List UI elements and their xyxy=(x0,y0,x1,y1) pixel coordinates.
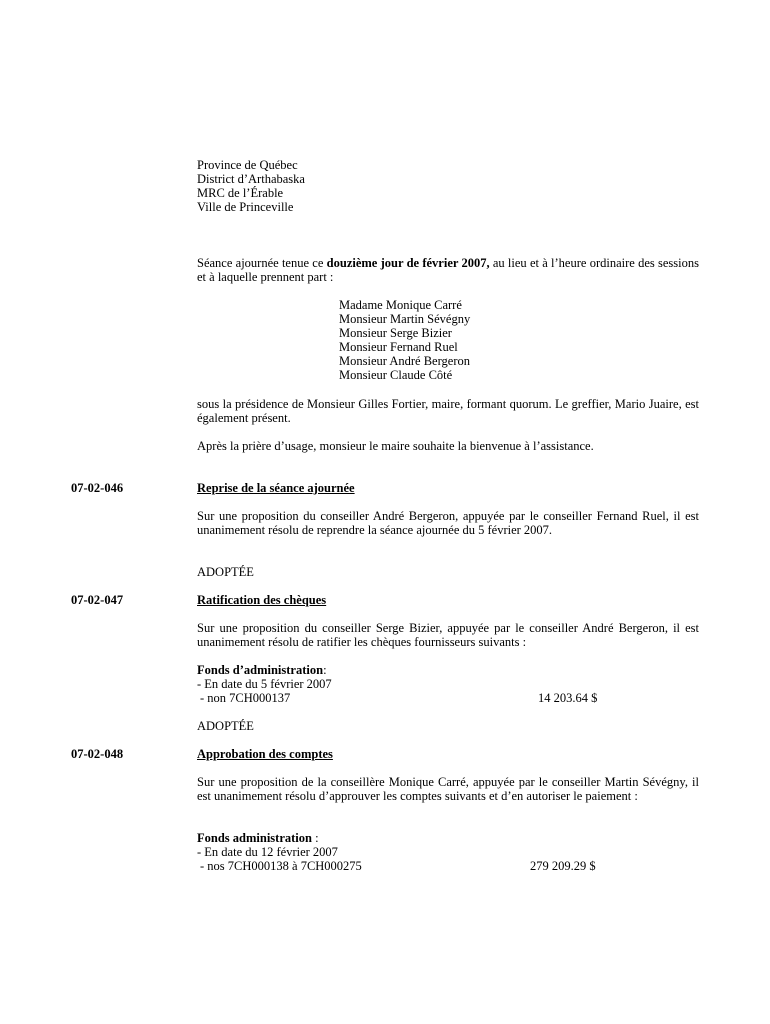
presidence-paragraph: sous la présidence de Monsieur Gilles Fortier, maire, formant quorum. Le greffier, Mario Juaire, est également présent. xyxy=(197,397,699,425)
attendees-list xyxy=(339,298,470,382)
resolution-title: Reprise de la séance ajournée xyxy=(197,481,355,495)
resolution-text: Sur une proposition du conseiller André Bergeron, appuyée par le conseiller Fernand Ruel, il est unanimement résolu de reprendre la séance ajournée du 5 février 2007. xyxy=(197,509,699,537)
resolution-number: 07-02-047 xyxy=(71,593,124,607)
resolution-status: ADOPTÉE xyxy=(197,719,254,733)
fund-amount: 279 209.29 $ xyxy=(530,859,596,873)
attendee: Monsieur Fernand Ruel xyxy=(339,340,458,354)
intro-before: Séance ajournée tenue ce xyxy=(197,256,327,270)
resolution-text: Sur une proposition de la conseillère Monique Carré, appuyée par le conseiller Martin Sévégny, il est unanimement résolu d’approuver les comptes suivants et d’en autoriser le paiement : xyxy=(197,775,699,803)
attendee: Monsieur Serge Bizier xyxy=(339,326,452,340)
document-header xyxy=(197,158,699,214)
fund-label-suffix: : xyxy=(311,831,319,845)
intro-bold-date: douzième jour de février 2007, xyxy=(326,256,490,270)
header-mrc: MRC de l’Érable xyxy=(197,186,284,200)
fund-label-suffix: : xyxy=(323,663,327,677)
fund-date-line: - En date du 12 février 2007 xyxy=(197,845,338,859)
intro-after: au lieu et à l’heure ordinaire des sessions et à laquelle prennent part : xyxy=(197,256,699,284)
resolution-title: Ratification des chèques xyxy=(197,593,327,607)
attendee: Monsieur André Bergeron xyxy=(339,354,470,368)
fund-label xyxy=(197,663,699,677)
resolution-number: 07-02-046 xyxy=(71,481,124,495)
attendee: Madame Monique Carré xyxy=(339,298,462,312)
fund-label-text: Fonds administration xyxy=(197,831,312,845)
fund-label-text: Fonds d’administration xyxy=(197,663,324,677)
resolution-status: ADOPTÉE xyxy=(197,565,254,579)
fund-label xyxy=(197,831,699,845)
resolution-title: Approbation des comptes xyxy=(197,747,333,761)
fund-date-line: - En date du 5 février 2007 xyxy=(197,677,332,691)
fund-item-line: - non 7CH000137 xyxy=(200,691,291,705)
resolution-text: Sur une proposition du conseiller Serge Bizier, appuyée par le conseiller André Bergeron, il est unanimement résolu de ratifier les chèques fournisseurs suivants : xyxy=(197,621,699,649)
fund-amount: 14 203.64 $ xyxy=(538,691,598,705)
header-ville: Ville de Princeville xyxy=(197,200,294,214)
attendee: Monsieur Claude Côté xyxy=(339,368,453,382)
intro-paragraph xyxy=(197,256,699,284)
priere-paragraph: Après la prière d’usage, monsieur le maire souhaite la bienvenue à l’assistance. xyxy=(197,439,594,453)
fund-item-line: - nos 7CH000138 à 7CH000275 xyxy=(200,859,362,873)
header-district: District d’Arthabaska xyxy=(197,172,305,186)
header-province: Province de Québec xyxy=(197,158,298,172)
attendee: Monsieur Martin Sévégny xyxy=(339,312,471,326)
resolution-number: 07-02-048 xyxy=(71,747,124,761)
